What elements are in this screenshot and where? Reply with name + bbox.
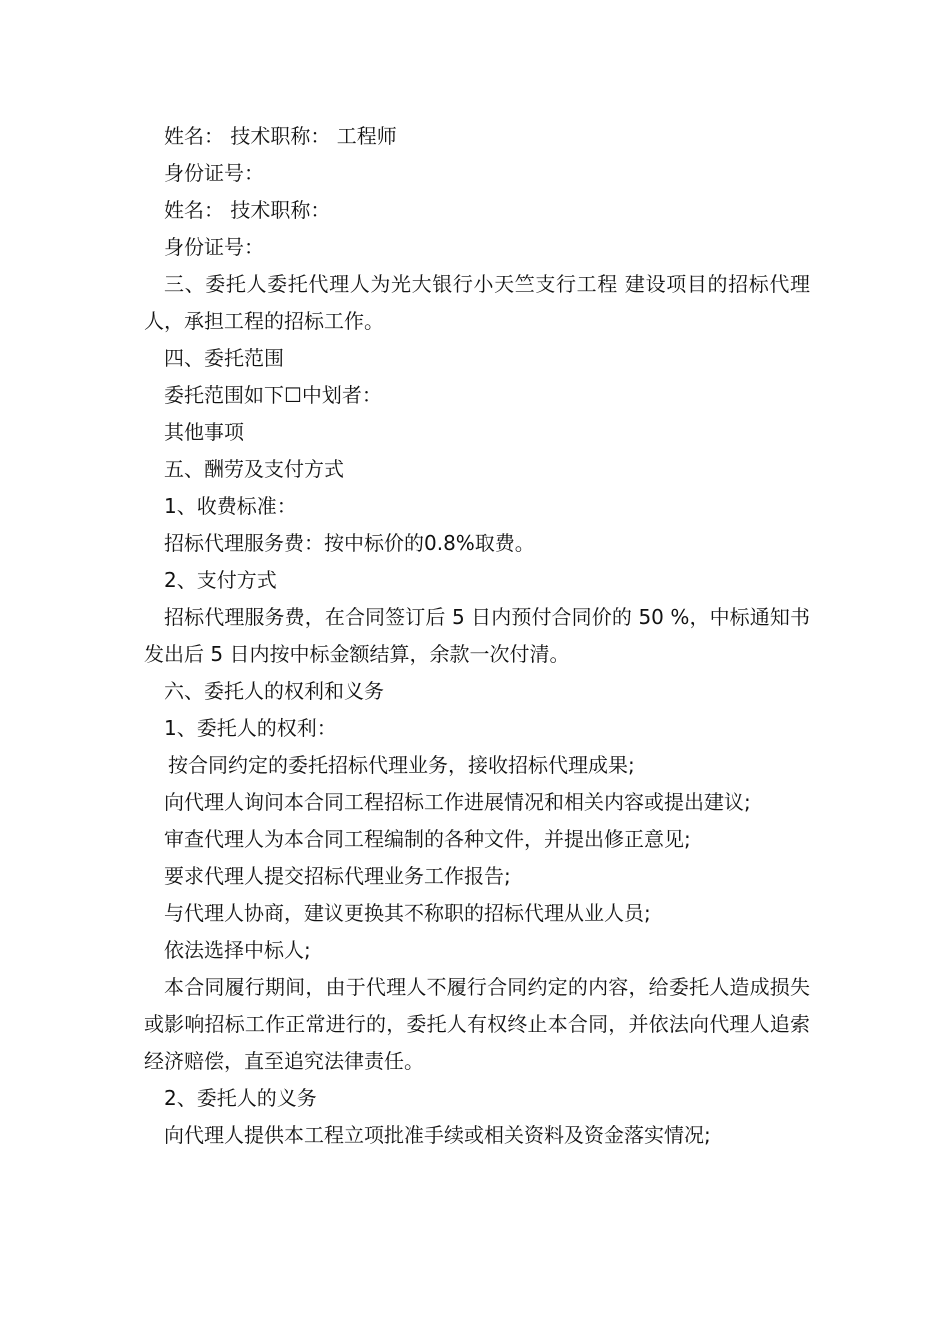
heading-client-rights: 1、委托人的权利： [164, 716, 337, 740]
paragraph-other-matters: 其他事项 [164, 420, 244, 444]
paragraph-fee-standard: 招标代理服务费：按中标价的0.8%取费。 [164, 531, 535, 555]
paragraph-name-title-2: 姓名： 技术职称： [164, 198, 331, 222]
heading-section-4: 四、委托范围 [164, 346, 284, 370]
paragraph-scope: 委托范围如下☐中划者： [164, 383, 382, 407]
paragraph-right-select-winner: 依法选择中标人; [164, 938, 311, 962]
paragraph-section-3: 三、委托人委托代理人为光大银行小天竺支行工程 建设项目的招标代理人，承担工程的招标工作。 [144, 272, 810, 333]
paragraph-payment-method: 招标代理服务费，在合同签订后 5 日内预付合同价的 50 %，中标通知书发出后 5 日内按中标金额结算，余款一次付清。 [144, 605, 810, 666]
paragraph-right-report: 要求代理人提交招标代理业务工作报告; [164, 864, 511, 888]
paragraph-right-accept-results: 按合同约定的委托招标代理业务，接收招标代理成果; [168, 753, 635, 777]
heading-payment-method: 2、支付方式 [164, 568, 277, 592]
paragraph-right-terminate: 本合同履行期间，由于代理人不履行合同约定的内容，给委托人造成损失或影响招标工作正常进行的，委托人有权终止本合同，并依法向代理人追索经济赔偿，直至追究法律责任。 [144, 975, 810, 1073]
heading-client-obligations: 2、委托人的义务 [164, 1086, 317, 1110]
paragraph-right-inquire: 向代理人询问本合同工程招标工作进展情况和相关内容或提出建议; [164, 790, 751, 814]
paragraph-right-replace-staff: 与代理人协商，建议更换其不称职的招标代理从业人员; [164, 901, 651, 925]
heading-fee-standard: 1、收费标准： [164, 494, 297, 518]
paragraph-id-number-1: 身份证号： [164, 161, 264, 185]
heading-section-6: 六、委托人的权利和义务 [164, 679, 384, 703]
paragraph-obligation-provide-info: 向代理人提供本工程立项批准手续或相关资料及资金落实情况; [164, 1123, 711, 1147]
paragraph-right-review: 审查代理人为本合同工程编制的各种文件，并提出修正意见; [164, 827, 691, 851]
heading-section-5: 五、酬劳及支付方式 [164, 457, 344, 481]
document-body [144, 118, 810, 1154]
paragraph-name-title-1: 姓名： 技术职称： 工程师 [164, 124, 397, 148]
paragraph-id-number-2: 身份证号： [164, 235, 264, 259]
